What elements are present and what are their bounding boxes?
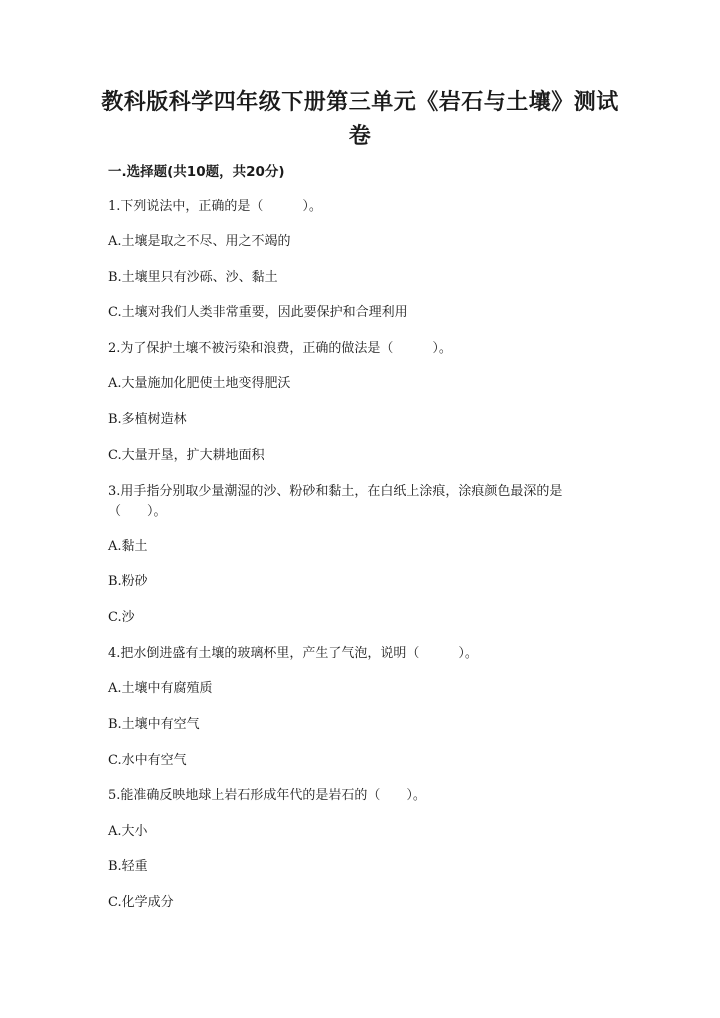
- question-3-option-c: C.沙: [108, 610, 135, 625]
- section-heading: 一.选择题(共10题，共20分): [108, 164, 285, 180]
- question-2-option-b: B.多植树造林: [108, 412, 187, 427]
- question-3-option-b: B.粉砂: [108, 574, 148, 589]
- question-5-stem: 5.能准确反映地球上岩石形成年代的是岩石的（ ）。: [108, 788, 426, 803]
- question-2-option-c: C.大量开垦，扩大耕地面积: [108, 448, 265, 463]
- question-4-option-b: B.土壤中有空气: [108, 717, 200, 732]
- question-1-option-b: B.土壤里只有沙砾、沙、黏土: [108, 270, 278, 285]
- question-3-stem: 3.用手指分别取少量潮湿的沙、粉砂和黏土，在白纸上涂痕，涂痕颜色最深的是（ ）。: [108, 484, 563, 519]
- question-2-stem: 2.为了保护土壤不被污染和浪费，正确的做法是（ ）。: [108, 341, 452, 356]
- question-5-option-c: C.化学成分: [108, 895, 174, 910]
- document-title: 教科版科学四年级下册第三单元《岩石与土壤》测试卷: [101, 90, 619, 149]
- question-2-option-a: A.大量施加化肥使土地变得肥沃: [108, 376, 291, 391]
- question-1-stem: 1.下列说法中，正确的是（ ）。: [108, 199, 322, 214]
- question-5-option-a: A.大小: [108, 824, 148, 839]
- question-1-option-a: A.土壤是取之不尽、用之不竭的: [108, 234, 291, 249]
- question-5-option-b: B.轻重: [108, 859, 148, 874]
- question-4-option-c: C.水中有空气: [108, 753, 187, 768]
- question-1-option-c: C.土壤对我们人类非常重要，因此要保护和合理利用: [108, 305, 408, 320]
- question-3-option-a: A.黏土: [108, 539, 148, 554]
- question-4-option-a: A.土壤中有腐殖质: [108, 681, 213, 696]
- question-4-stem: 4.把水倒进盛有土壤的玻璃杯里，产生了气泡，说明（ ）。: [108, 646, 478, 661]
